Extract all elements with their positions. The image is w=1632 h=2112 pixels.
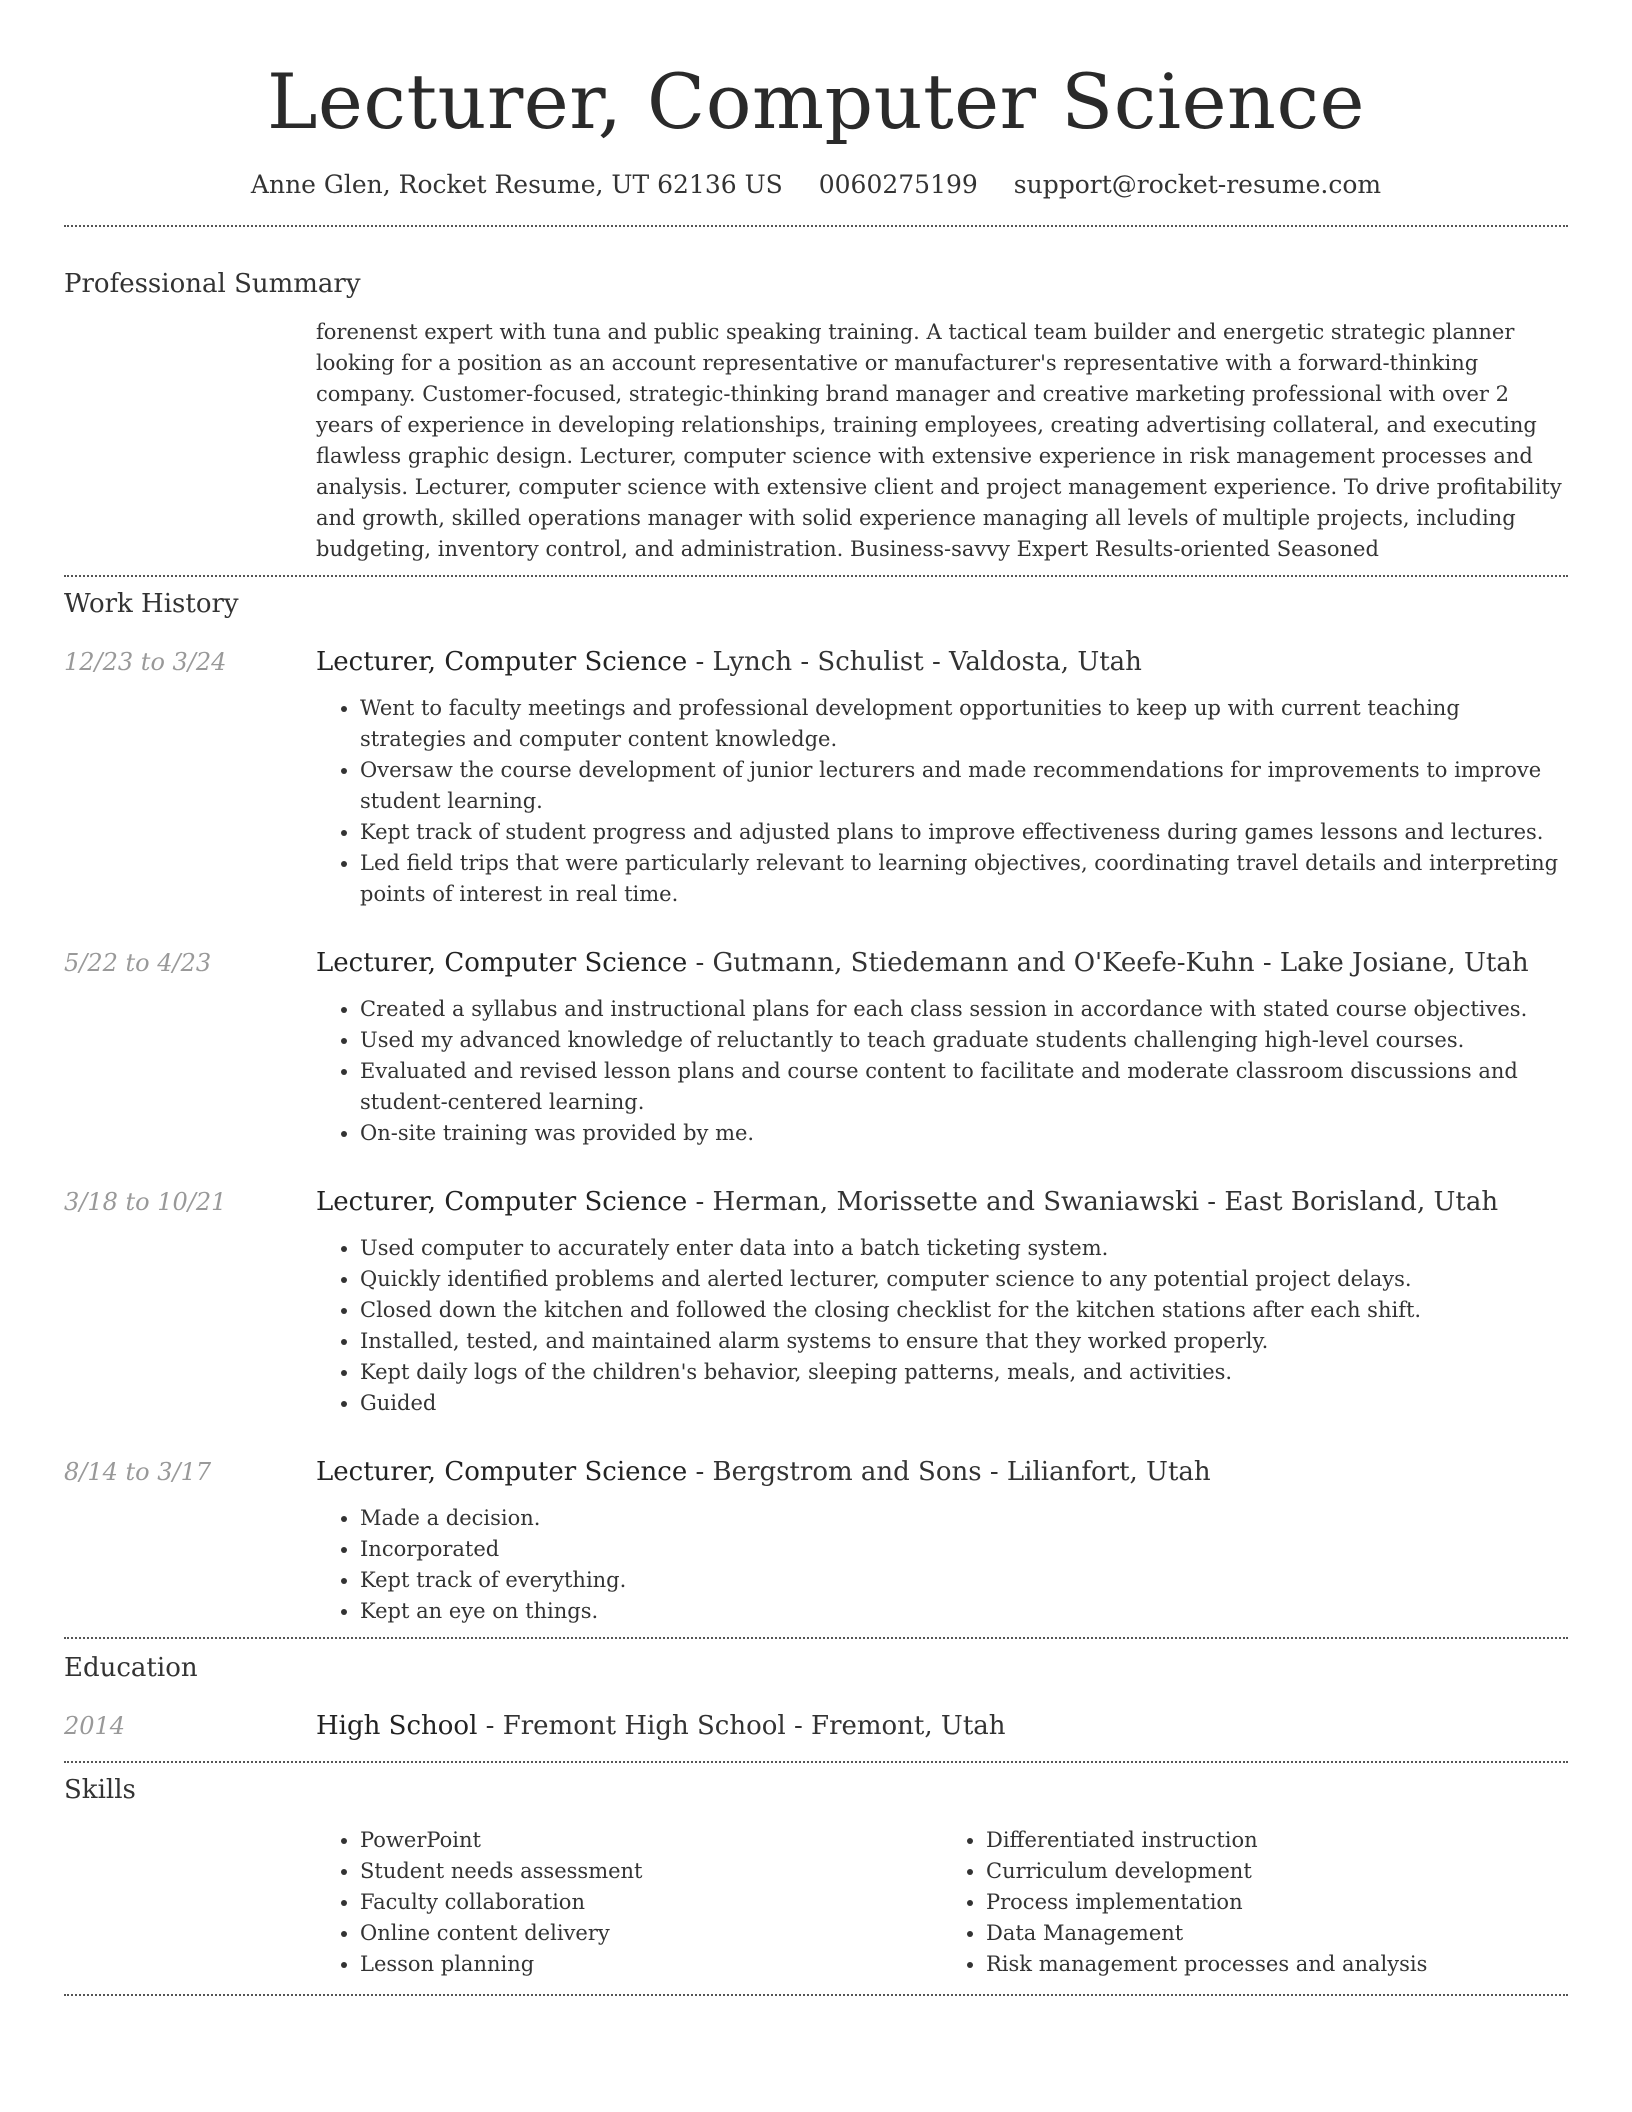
education-divider [64, 1761, 1568, 1763]
skill-item: • Data Management [986, 1918, 1568, 1949]
contact-email: support@rocket-resume.com [1013, 170, 1382, 199]
skill-item: • Curriculum development [986, 1856, 1568, 1887]
skill-item: • Process implementation [986, 1887, 1568, 1918]
summary-heading: Professional Summary [64, 269, 361, 299]
header-divider [64, 225, 1568, 227]
education-heading: Education [64, 1653, 198, 1683]
job-entry [64, 946, 1568, 1149]
contact-line [64, 168, 1568, 202]
list-item: • Kept track of student progress and adjusted plans to improve effectiveness during games lessons and lectures. [360, 817, 1568, 848]
job-dates: 5/22 to 4/23 [64, 949, 212, 977]
job-employer-location: - Herman, Morissette and Swaniawski - East Borisland, Utah [687, 1187, 1499, 1217]
contact-phone: 0060275199 [818, 170, 978, 199]
job-employer-location: - Bergstrom and Sons - Lilianfort, Utah [687, 1457, 1211, 1487]
job-title [316, 946, 1568, 980]
work-divider [64, 1637, 1568, 1639]
list-item: • Incorporated [360, 1534, 1568, 1565]
skills-heading: Skills [64, 1775, 136, 1805]
skills-grid [316, 1825, 1568, 1980]
skills-row [64, 1825, 1568, 1980]
list-item: • Quickly identified problems and alerted lecturer, computer science to any potential project delays. [360, 1264, 1568, 1295]
list-item: • On-site training was provided by me. [360, 1118, 1568, 1149]
job-role: Lecturer, Computer Science [316, 1187, 688, 1217]
job-employer-location: - Gutmann, Stiedemann and O'Keefe-Kuhn - Lake Josiane, Utah [687, 948, 1529, 978]
list-item: • Used computer to accurately enter data into a batch ticketing system. [360, 1233, 1568, 1264]
list-item: • Went to faculty meetings and professional development opportunities to keep up with current teaching strategies and computer content knowledge. [360, 693, 1568, 755]
skill-item: • Lesson planning [360, 1949, 942, 1980]
education-title [316, 1709, 1568, 1743]
education-degree: High School [316, 1711, 478, 1741]
skill-item: • Student needs assessment [360, 1856, 942, 1887]
job-entry [64, 1185, 1568, 1419]
list-item: • Used my advanced knowledge of reluctantly to teach graduate students challenging high-level courses. [360, 1025, 1568, 1056]
list-item: • Led field trips that were particularly relevant to learning objectives, coordinating travel details and interpreting points of interest in real time. [360, 848, 1568, 910]
job-entry [64, 1455, 1568, 1627]
job-bullets [316, 1233, 1568, 1419]
skills-list-left [316, 1825, 942, 1980]
job-entry [64, 645, 1568, 910]
education-school-location: - Fremont High School - Fremont, Utah [477, 1711, 1006, 1741]
job-dates: 8/14 to 3/17 [64, 1458, 212, 1486]
skill-item: • Faculty collaboration [360, 1887, 942, 1918]
skills-divider [64, 1994, 1568, 1996]
summary-divider [64, 575, 1568, 577]
skill-item: • PowerPoint [360, 1825, 942, 1856]
list-item: • Kept track of everything. [360, 1565, 1568, 1596]
summary-row [64, 317, 1568, 565]
skill-item: • Risk management processes and analysis [986, 1949, 1568, 1980]
list-item: • Closed down the kitchen and followed the closing checklist for the kitchen stations after each shift. [360, 1295, 1568, 1326]
contact-address: Anne Glen, Rocket Resume, UT 62136 US [250, 170, 783, 199]
job-role: Lecturer, Computer Science [316, 1457, 688, 1487]
work-history-list [64, 645, 1568, 1627]
list-item: • Evaluated and revised lesson plans and course content to facilitate and moderate classroom discussions and student-centered learning. [360, 1056, 1568, 1118]
resume-title: Lecturer, Computer Science [266, 57, 1366, 146]
job-title [316, 1455, 1568, 1489]
job-dates: 12/23 to 3/24 [64, 648, 227, 676]
job-role: Lecturer, Computer Science [316, 948, 688, 978]
list-item: • Guided [360, 1388, 1568, 1419]
job-title [316, 645, 1568, 679]
skills-list-right [942, 1825, 1568, 1980]
education-year: 2014 [64, 1712, 126, 1740]
skill-item: • Differentiated instruction [986, 1825, 1568, 1856]
list-item: • Made a decision. [360, 1503, 1568, 1534]
job-role: Lecturer, Computer Science [316, 647, 688, 677]
education-entry [64, 1709, 1568, 1743]
list-item: • Kept an eye on things. [360, 1596, 1568, 1627]
job-bullets [316, 994, 1568, 1149]
job-bullets [316, 693, 1568, 910]
list-item: • Installed, tested, and maintained alarm systems to ensure that they worked properly. [360, 1326, 1568, 1357]
resume-page [64, 0, 1568, 1996]
job-employer-location: - Lynch - Schulist - Valdosta, Utah [687, 647, 1142, 677]
job-dates: 3/18 to 10/21 [64, 1188, 227, 1216]
list-item: • Kept daily logs of the children's behavior, sleeping patterns, meals, and activities. [360, 1357, 1568, 1388]
job-title [316, 1185, 1568, 1219]
summary-text: forenenst expert with tuna and public speaking training. A tactical team builder and energetic strategic planner looking for a position as an account representative or manufacturer's representative with a forward-thinking company. Customer-focused, strategic-thinking brand manager and creative marketing professional with over 2 years of experience in developing relationships, training employees, creating advertising collateral, and executing flawless graphic design. Lecturer, computer science with extensive experience in risk management processes and analysis. Lecturer, computer science with extensive client and project management experience. To drive profitability and growth, skilled operations manager with solid experience managing all levels of multiple projects, including budgeting, inventory control, and administration. Business-savvy Expert Results-oriented Seasoned [316, 320, 1562, 561]
skill-item: • Online content delivery [360, 1918, 942, 1949]
work-heading: Work History [64, 589, 239, 619]
job-bullets [316, 1503, 1568, 1627]
list-item: • Created a syllabus and instructional plans for each class session in accordance with stated course objectives. [360, 994, 1568, 1025]
list-item: • Oversaw the course development of junior lecturers and made recommendations for improvements to improve student learning. [360, 755, 1568, 817]
